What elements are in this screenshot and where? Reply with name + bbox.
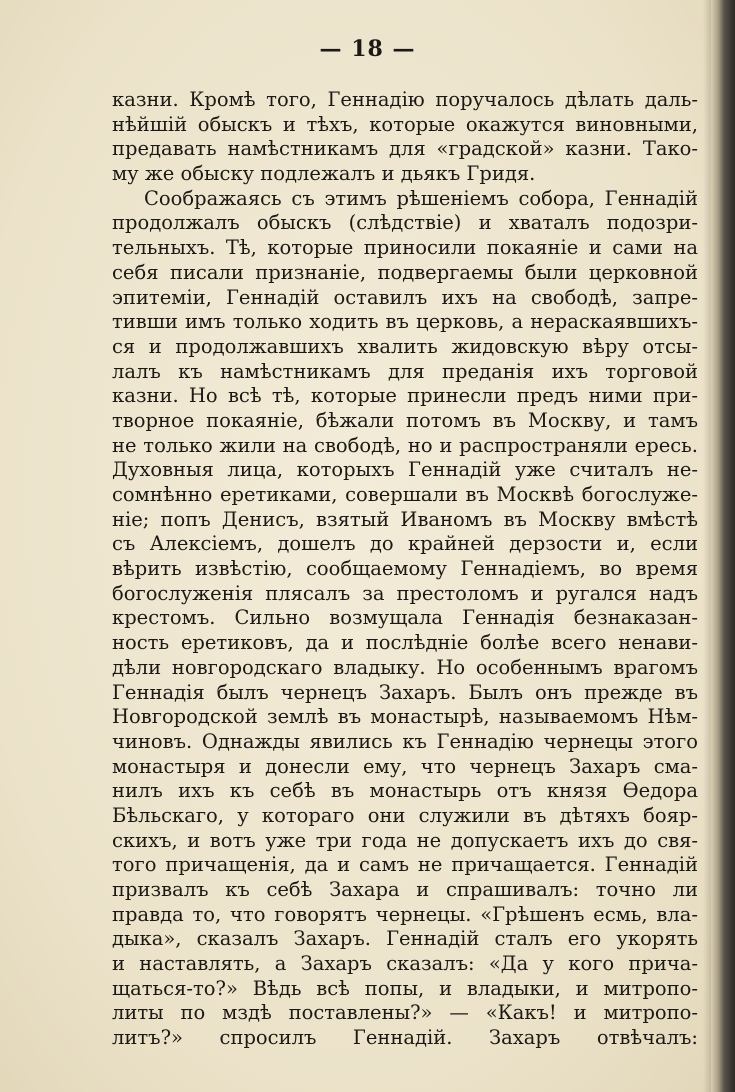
- text-line: му же обыску подлежалъ и дьякъ Гридя.: [112, 162, 536, 186]
- text-line: съ Алексіемъ, дошелъ до крайней дерзости и, если: [112, 532, 698, 556]
- text-line: лалъ къ намѣстникамъ для преданія ихъ торговой: [112, 359, 698, 383]
- text-line: сомнѣнно еретиками, совершали въ Москвѣ богослуже-: [112, 483, 698, 506]
- text-line: тивши имъ только ходить въ церковь, а нераскаявшихъ-: [112, 310, 698, 334]
- paragraph-1: [112, 88, 698, 187]
- text-line: предавать намѣстникамъ для «градской» казни. Тако-: [112, 137, 698, 161]
- text-line: себя писали признаніе, подвергаемы были церковной: [112, 260, 698, 284]
- text-line: щаться-то?» Вѣдь всѣ попы, и владыки, и митропо-: [112, 976, 698, 1000]
- text-line: дыка», сказалъ Захаръ. Геннадій сталъ его укорять: [112, 927, 698, 951]
- body-text: [112, 88, 698, 1051]
- text-line: правда то, что говорятъ чернецы. «Грѣшенъ есмь, вла-: [112, 902, 698, 926]
- text-line: и наставлять, а Захаръ сказалъ: «Да у кого прича-: [112, 952, 698, 976]
- text-line: ность еретиковъ, да и послѣдніе болѣе всего ненави-: [112, 631, 698, 655]
- text-line: литы по мздѣ поставлены?» — «Какъ! и митропо-: [112, 1001, 698, 1025]
- text-line: дѣли новгородскаго владыку. Но особеннымъ врагомъ: [112, 655, 698, 679]
- text-line: продолжалъ обыскъ (слѣдствіе) и хваталъ подозри-: [112, 211, 698, 235]
- text-line: эпитеміи, Геннадій оставилъ ихъ на свободѣ, запре-: [112, 285, 698, 309]
- page-number: — 18 —: [319, 36, 416, 62]
- text-line: вѣрить извѣстію, сообщаемому Геннадіемъ, во время: [112, 557, 698, 581]
- text-line: не только жили на свободѣ, но и распространяли ересь.: [112, 433, 698, 457]
- text-line: крестомъ. Сильно возмущала Геннадія безнаказан-: [112, 606, 698, 630]
- text-line: Соображаясь съ этимъ рѣшеніемъ собора, Геннадій: [144, 186, 698, 210]
- text-line: Геннадія былъ чернецъ Захаръ. Былъ онъ прежде въ: [112, 680, 698, 704]
- text-line: тельныхъ. Тѣ, которые приносили покаяніе и сами на: [112, 236, 698, 260]
- text-line: призвалъ къ себѣ Захара и спрашивалъ: точно ли: [112, 878, 698, 901]
- text-line: Бѣльскаго, у котораго они служили въ дѣтяхъ бояр-: [112, 803, 698, 827]
- text-line: нилъ ихъ къ себѣ въ монастырь отъ князя Ѳедора: [112, 779, 698, 803]
- text-line: ся и продолжавшихъ хвалить жидовскую вѣру отсы-: [112, 334, 698, 358]
- text-line: ніе; попъ Денисъ, взятый Иваномъ въ Москву вмѣстѣ: [112, 507, 698, 531]
- text-line: чиновъ. Однажды явились къ Геннадію чернецы этого: [112, 729, 698, 753]
- page-edge-shadow: [703, 0, 711, 1092]
- text-line: монастыря и донесли ему, что чернецъ Захаръ сма-: [112, 754, 698, 778]
- paragraph-2: [112, 187, 698, 1051]
- text-line: нѣйшій обыскъ и тѣхъ, которые окажутся виновными,: [112, 112, 698, 136]
- text-line: Новгородской землѣ въ монастырѣ, называемомъ Нѣм-: [112, 705, 698, 729]
- text-line: того причащенія, да и самъ не причащается. Геннадій: [112, 853, 698, 877]
- text-line: казни. Кромѣ того, Геннадію поручалось дѣлать даль-: [112, 88, 698, 111]
- text-line: богослуженія плясалъ за престоломъ и ругался надъ: [112, 581, 698, 605]
- text-line: казни. Но всѣ тѣ, которые принесли предъ ними при-: [112, 384, 698, 408]
- text-line: литъ?» спросилъ Геннадій. Захаръ отвѣчалъ:: [112, 1026, 698, 1050]
- text-line: творное покаяніе, бѣжали потомъ въ Москву, и тамъ: [112, 408, 698, 432]
- text-line: скихъ, и вотъ уже три года не допускаетъ ихъ до свя-: [112, 828, 698, 852]
- book-binding-edge: [711, 0, 735, 1092]
- text-line: Духовныя лица, которыхъ Геннадій уже считалъ не-: [112, 458, 698, 482]
